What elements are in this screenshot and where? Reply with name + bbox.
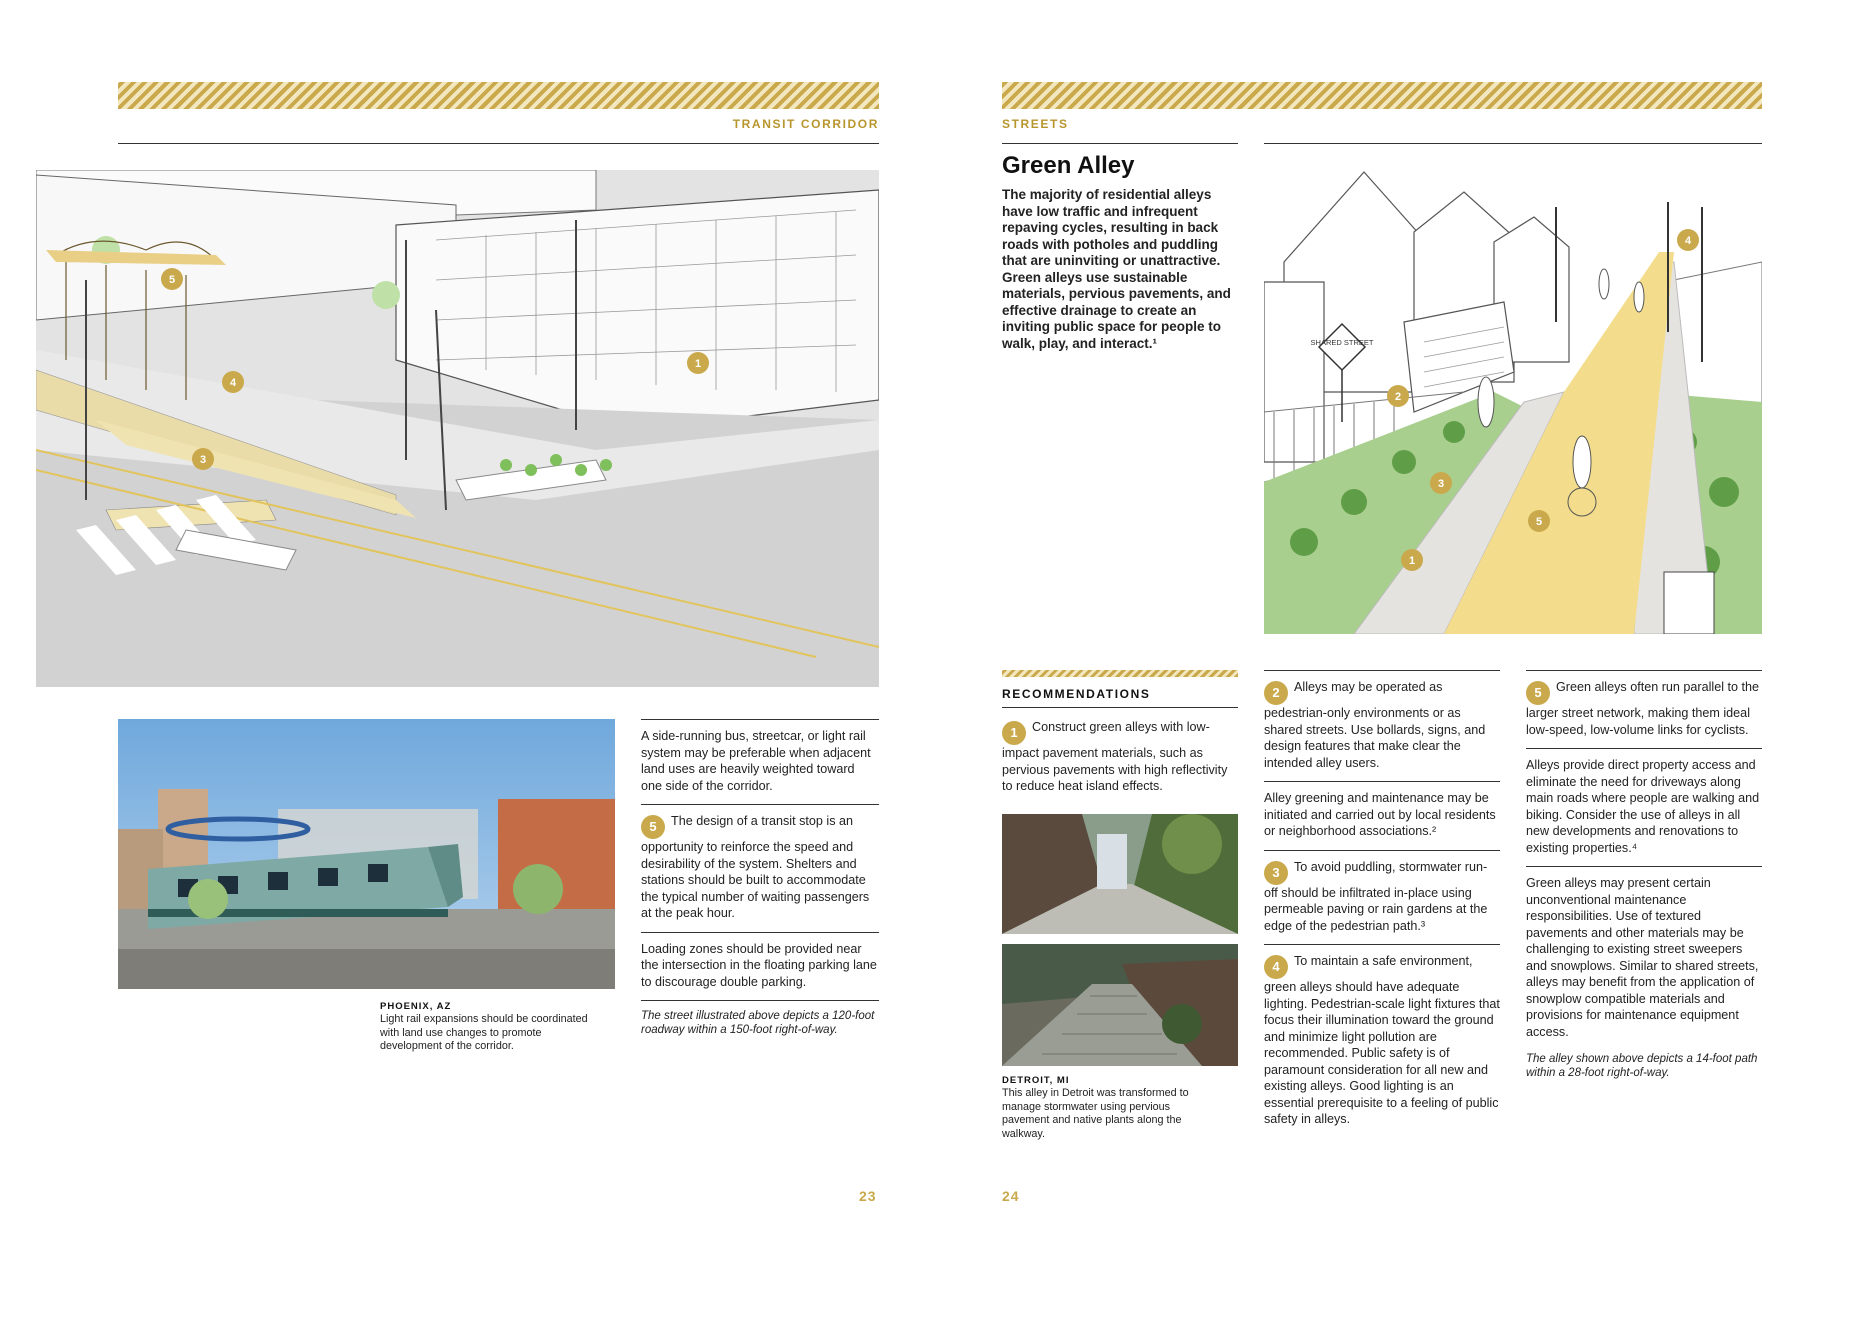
number-badge-5: 5 [641, 815, 665, 839]
italic-note-left: The street illustrated above depicts a 120-foot roadway within a 150-foot right-of-way. [641, 1000, 879, 1047]
alley-marker-1: 1 [1408, 555, 1416, 567]
phoenix-caption-text: Light rail expansions should be coordinated with land use changes to promote development of the corridor. [380, 1013, 588, 1052]
phoenix-caption-title: PHOENIX, AZ [380, 1001, 452, 1012]
header-hatch-left [118, 82, 879, 109]
recommendation-3: 3 To avoid puddling, stormwater run-off should be infiltrated in-place using permeable paving or rain gardens at the edge of the pedestrian path.³ [1264, 850, 1500, 945]
transit-corridor-illustration [36, 170, 879, 687]
page-number-right: 24 [1002, 1188, 1020, 1204]
marker-3: 3 [199, 454, 207, 466]
paragraph-side-running: A side-running bus, streetcar, or light rail system may be preferable when adjacent land uses are heavily weighted toward one side of the corridor. [641, 719, 879, 804]
number-badge-4: 4 [1264, 955, 1288, 979]
alley-marker-4: 4 [1684, 235, 1692, 247]
marker-1: 1 [694, 358, 702, 370]
alley-marker-5: 5 [1535, 516, 1543, 528]
detroit-caption-title: DETROIT, MI [1002, 1075, 1070, 1086]
alley-marker-2: 2 [1394, 391, 1402, 403]
green-alley-illustration [1264, 162, 1762, 634]
paragraph-alley-greening: Alley greening and maintenance may be initiated and carried out by local residents or neighborhood associations.² [1264, 781, 1500, 850]
detroit-alley-photo-1 [1002, 814, 1238, 934]
number-badge-2: 2 [1264, 681, 1288, 705]
intro-paragraph: The majority of residential alleys have low traffic and infrequent repaving cycles, resulting in back roads with potholes and puddling that are uninviting or unattractive. Green alleys use sustainable materials, pervious pavements, and effective drainage to create an inviting public space for people to walk, play, and interact.¹ [1002, 187, 1231, 351]
header-rule-right-a [1002, 143, 1238, 144]
header-hatch-right [1002, 82, 1762, 109]
left-text-column [641, 719, 879, 1047]
page-title: Green Alley [1002, 152, 1135, 179]
marker-5: 5 [168, 274, 176, 286]
recommendation-1: 1 Construct green alleys with low-impact pavement materials, such as pervious pavements with high reflectivity to reduce heat island effects. [1002, 707, 1238, 805]
phoenix-light-rail-photo [118, 719, 615, 989]
paragraph-loading-zones: Loading zones should be provided near the intersection in the floating parking lane to discourage double parking. [641, 932, 879, 1001]
detroit-alley-photo-2 [1002, 944, 1238, 1066]
shared-street-sign-text: SHARED STREET [1310, 338, 1374, 347]
number-badge-3: 3 [1264, 861, 1288, 885]
recommendation-4: 4 To maintain a safe environment, green alleys should have adequate lighting. Pedestrian-scale light fixtures that focus their illumination toward the ground and minimize light pollution are recommended. Public safety is of paramount consideration for all new and existing alleys. Good lighting is an essential prerequisite to a feeling of public safety in alleys. [1264, 944, 1500, 1138]
paragraph-transit-stop: 5 The design of a transit stop is an opportunity to reinforce the speed and desirability of the system. Shelters and stations should be built to accommodate the typical number of waiting passengers at the peak hour. [641, 804, 879, 932]
section-label-left: TRANSIT CORRIDOR [732, 117, 879, 131]
paragraph-property-access: Alleys provide direct property access and eliminate the need for driveways along main roads where people are walking and biking. Consider the use of alleys in all new developments and renovations to existing properties.⁴ [1526, 748, 1762, 866]
recommendations-label: RECOMMENDATIONS [1002, 687, 1151, 701]
alley-marker-3: 3 [1437, 478, 1445, 490]
number-badge-1: 1 [1002, 721, 1026, 745]
number-badge-5-right: 5 [1526, 681, 1550, 705]
paragraph-maintenance: Green alleys may present certain unconventional maintenance responsibilities. Use of textured pavements and other materials may be challenging to existing street sweepers and snowplows. Similar to shared streets, alleys may benefit from the application of snowplow compatible materials and provisions for maintenance equipment access. [1526, 866, 1762, 1050]
recommendations-hatch [1002, 670, 1238, 677]
marker-4: 4 [229, 377, 237, 389]
recommendations-column-2 [1264, 670, 1500, 1138]
recommendation-5: 5 Green alleys often run parallel to the larger street network, making them ideal low-speed, low-volume links for cyclists. [1526, 670, 1762, 748]
recommendations-column-3 [1526, 670, 1762, 1080]
section-label-right: STREETS [1002, 117, 1069, 131]
italic-note-right: The alley shown above depicts a 14-foot path within a 28-foot right-of-way. [1526, 1053, 1758, 1079]
recommendation-2: 2 Alleys may be operated as pedestrian-only environments or as shared streets. Use bollards, signs, and design features that make clear the intended alley users. [1264, 670, 1500, 781]
header-rule-left [118, 143, 879, 144]
page-number-left: 23 [859, 1188, 877, 1204]
header-rule-right-b [1264, 143, 1762, 144]
detroit-caption-text: This alley in Detroit was transformed to manage stormwater using pervious pavement and native plants along the walkway. [1002, 1087, 1189, 1140]
